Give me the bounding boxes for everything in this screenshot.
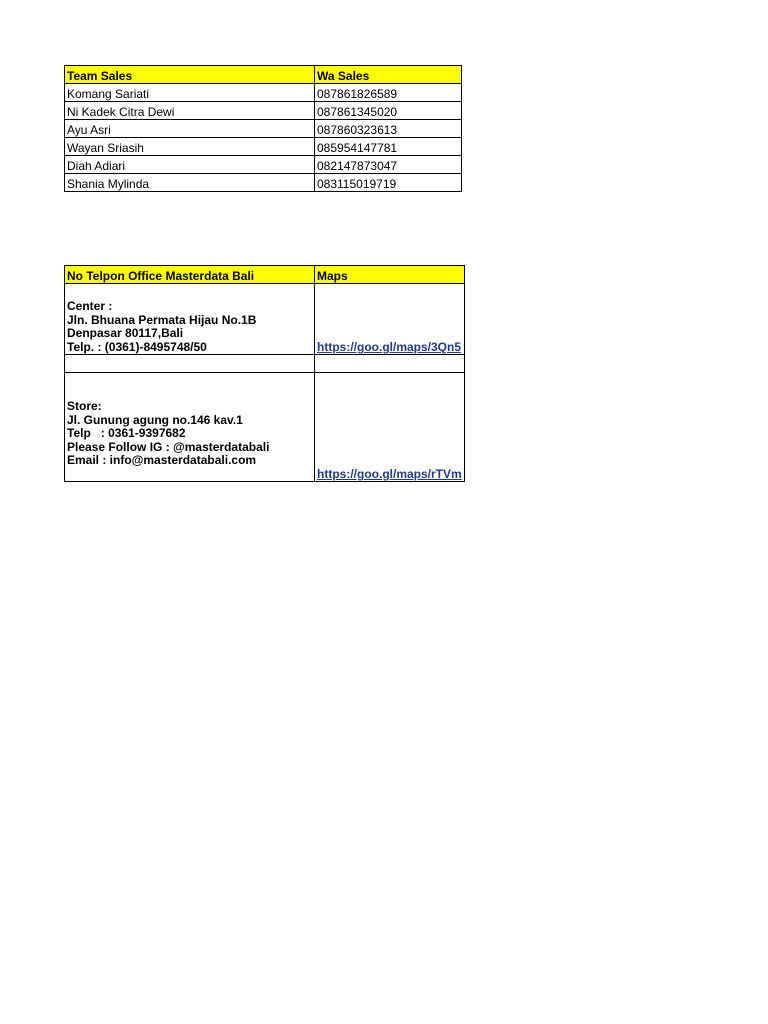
sales-phone-cell[interactable]: 087860323613: [315, 120, 462, 138]
sales-name-cell[interactable]: Ni Kadek Citra Dewi: [65, 102, 315, 120]
sales-name-cell[interactable]: Komang Sariati: [65, 84, 315, 102]
table-row: [65, 102, 462, 120]
table-row: [65, 138, 462, 156]
office-center-row: [65, 284, 465, 355]
table-row: [65, 120, 462, 138]
empty-cell[interactable]: [315, 355, 465, 373]
store-address-cell[interactable]: Store: Jl. Gunung agung no.146 kav.1 Telp : 0361-9397682 Please Follow IG : @masterdatabali Email : info@masterdatabali.com: [65, 373, 315, 482]
office-empty-row: [65, 355, 465, 373]
sales-phone-cell[interactable]: 087861826589: [315, 84, 462, 102]
sales-name-cell[interactable]: Wayan Sriasih: [65, 138, 315, 156]
office-store-row: [65, 373, 465, 482]
sales-name-cell[interactable]: Diah Adiari: [65, 156, 315, 174]
sales-phone-cell[interactable]: 082147873047: [315, 156, 462, 174]
table-row: [65, 156, 462, 174]
table-row: [65, 84, 462, 102]
sales-name-cell[interactable]: Ayu Asri: [65, 120, 315, 138]
sales-phone-cell[interactable]: 083115019719: [315, 174, 462, 192]
center-maps-link[interactable]: https://goo.gl/maps/3Qn5: [317, 340, 462, 354]
center-maps-cell[interactable]: [315, 284, 465, 355]
sales-name-cell[interactable]: Shania Mylinda: [65, 174, 315, 192]
center-address-cell[interactable]: Center : Jln. Bhuana Permata Hijau No.1B Denpasar 80117,Bali Telp. : (0361)-8495748/50: [65, 284, 315, 355]
header-maps[interactable]: Maps: [315, 266, 465, 284]
header-office-phone[interactable]: No Telpon Office Masterdata Bali: [65, 266, 315, 284]
header-wa-sales[interactable]: Wa Sales: [315, 66, 462, 84]
office-contact-table: [64, 265, 465, 482]
store-maps-link[interactable]: https://goo.gl/maps/rTVm: [317, 467, 462, 481]
empty-cell[interactable]: [65, 355, 315, 373]
office-header-row: [65, 266, 465, 284]
sales-phone-cell[interactable]: 087861345020: [315, 102, 462, 120]
sales-phone-cell[interactable]: 085954147781: [315, 138, 462, 156]
sales-header-row: [65, 66, 462, 84]
table-row: [65, 174, 462, 192]
sales-team-table: [64, 65, 462, 192]
store-maps-cell[interactable]: [315, 373, 465, 482]
header-team-sales[interactable]: Team Sales: [65, 66, 315, 84]
